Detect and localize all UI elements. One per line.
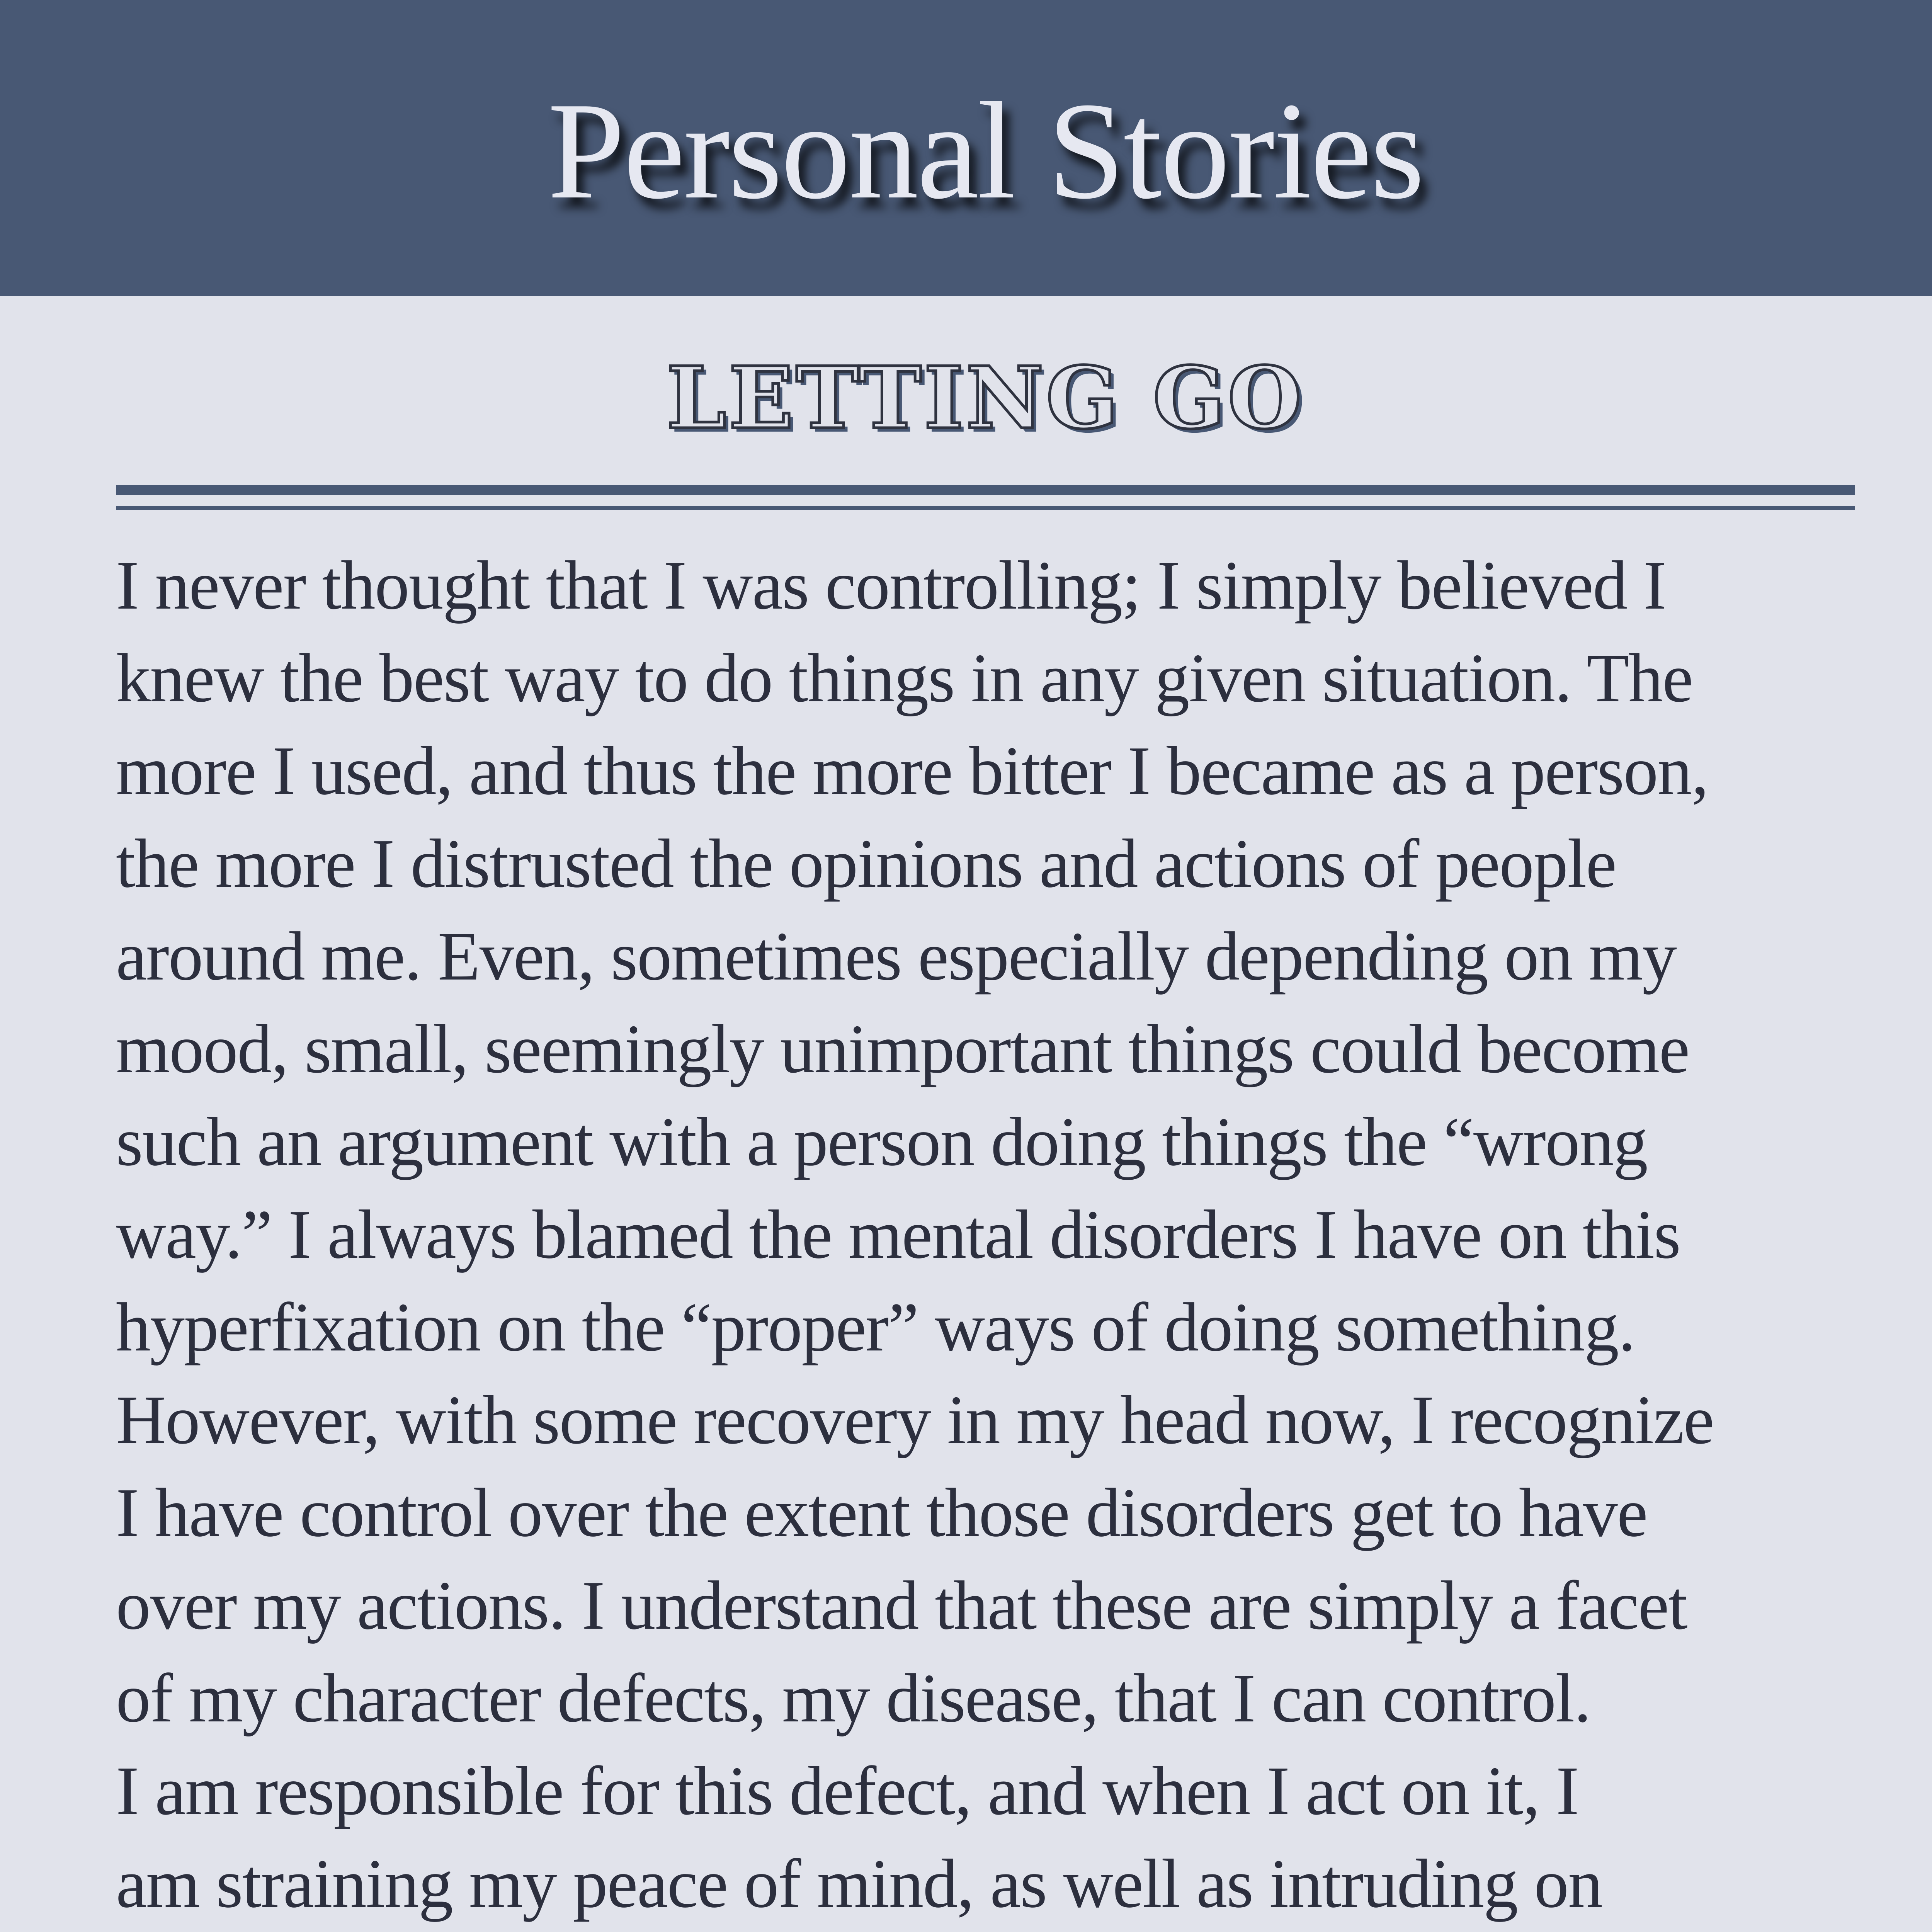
body-line: However, with some recovery in my head now, I recognize (116, 1381, 1714, 1458)
story-title: LETTING GO (667, 348, 1304, 448)
body-line: of my character defects, my disease, that I can control. (116, 1660, 1591, 1736)
title-rule-thin (116, 506, 1855, 510)
title-rule-thick (116, 485, 1855, 495)
body-line: such an argument with a person doing things the “wrong (116, 1103, 1647, 1180)
body-line: around me. Even, sometimes especially depending on my (116, 918, 1676, 995)
body-line: mood, small, seemingly unimportant things could become (116, 1010, 1689, 1087)
body-line: the more I distrusted the opinions and actions of people (116, 825, 1616, 902)
body-line: I never thought that I was controlling; I simply believed I (116, 547, 1666, 624)
section-title: Personal Stories (548, 73, 1423, 228)
body-line: I have control over the extent those disorders get to have (116, 1474, 1647, 1551)
body-line (116, 1930, 1878, 1932)
body-line: over my actions. I understand that these are simply a facet (116, 1567, 1687, 1644)
body-line: am straining my peace of mind, as well as intruding on (116, 1845, 1602, 1922)
body-line: I am responsible for this defect, and when I act on it, I (116, 1752, 1578, 1829)
body-line: way.” I always blamed the mental disorders I have on this (116, 1196, 1680, 1273)
body-line: knew the best way to do things in any given situation. The (116, 639, 1693, 716)
body-line: hyperfixation on the “proper” ways of doing something. (116, 1289, 1635, 1366)
story-body (116, 539, 1878, 1932)
body-line: more I used, and thus the more bitter I became as a person, (116, 732, 1708, 809)
